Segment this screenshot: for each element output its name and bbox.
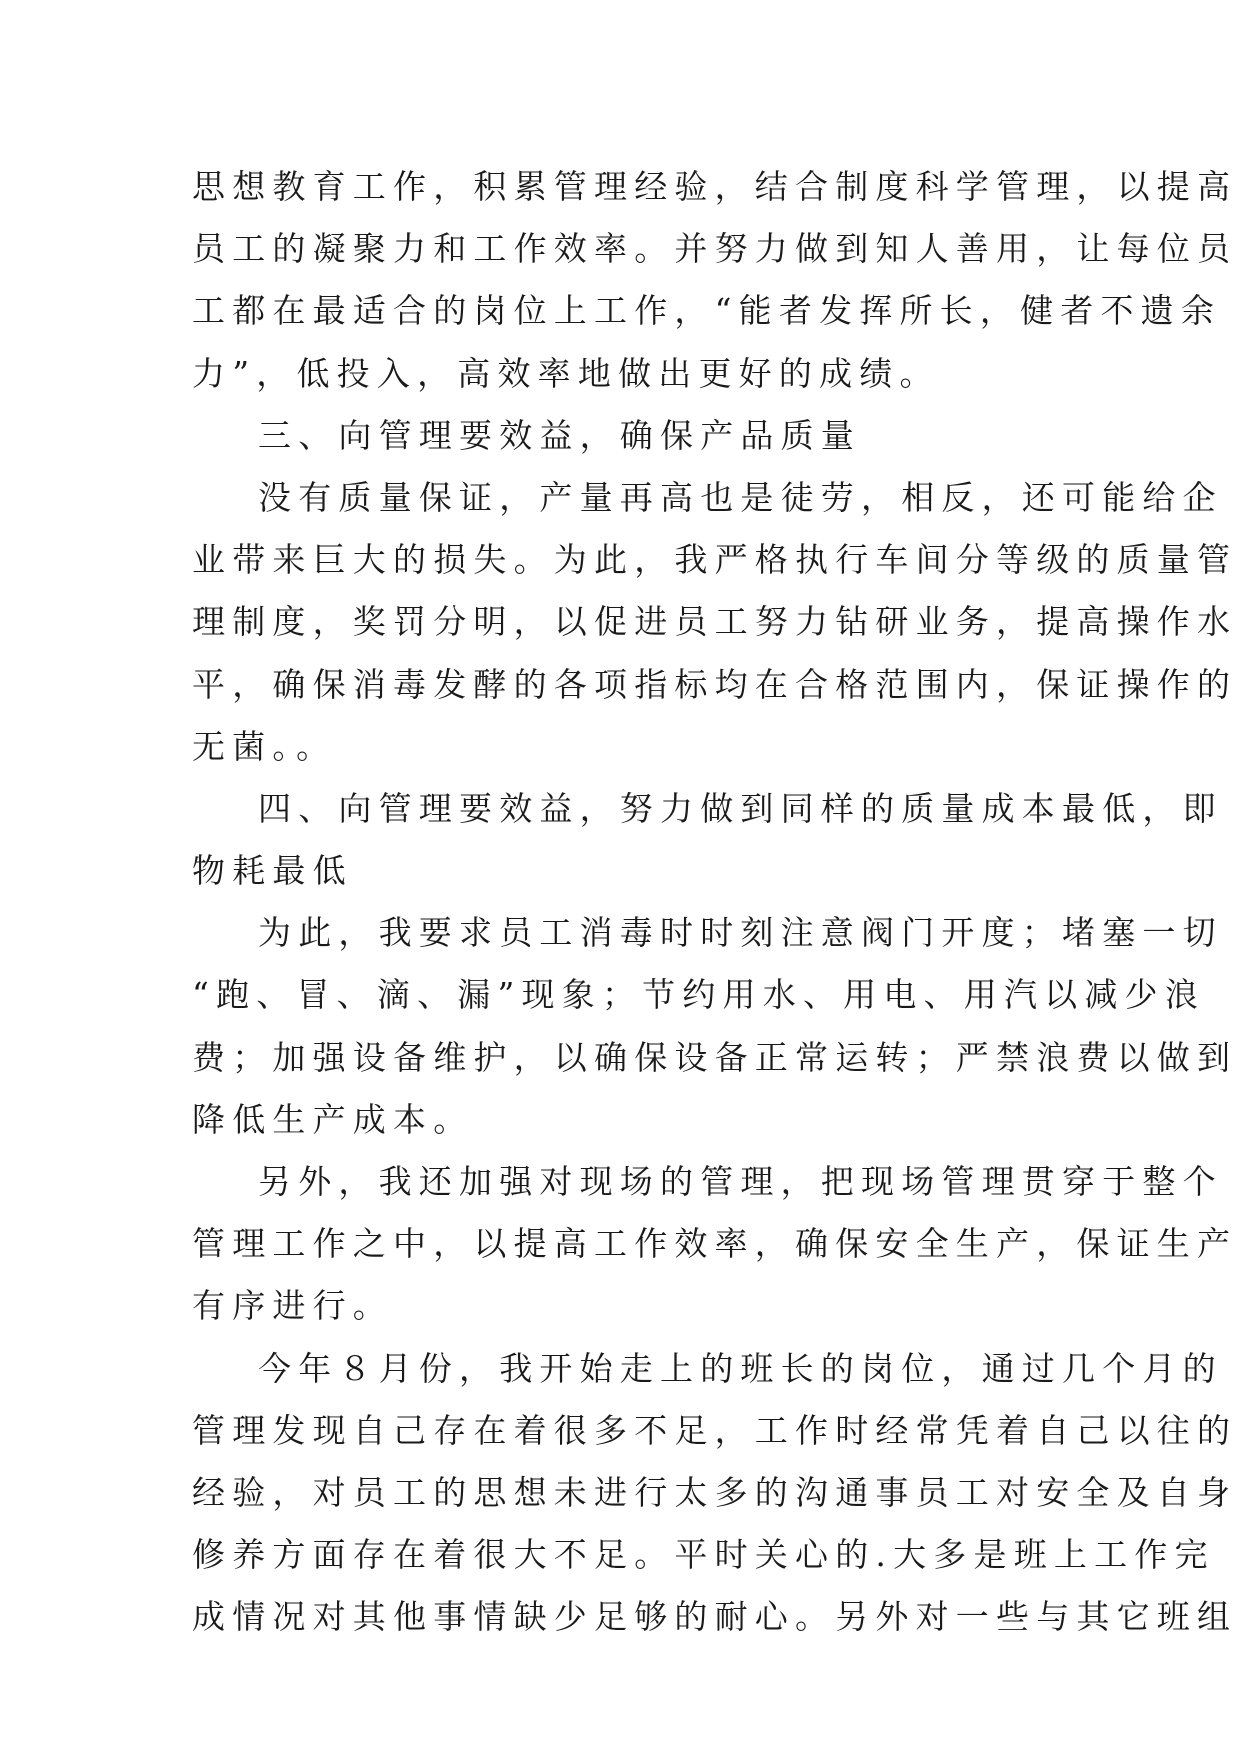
text-line: 费；加强设备维护，以确保设备正常运转；严禁浪费以做到 <box>192 1037 1238 1077</box>
text-line: 修养方面存在着很大不足。平时关心的.大多是班上工作完 <box>192 1535 1215 1575</box>
text-line: 没有质量保证，产量再高也是徒劳，相反，还可能给企 <box>258 477 1223 517</box>
text-line: 管理工作之中，以提高工作效率，确保安全生产，保证生产 <box>192 1224 1238 1264</box>
text-line: 另外，我还加强对现场的管理，把现场管理贯穿于整个 <box>258 1162 1223 1201</box>
text-line: 业带来巨大的损失。为此，我严格执行车间分等级的质量管 <box>192 540 1238 580</box>
text-line: 今年８月份，我开始走上的班长的岗位，通过几个月的 <box>258 1348 1223 1388</box>
text-line: 平，确保消毒发酵的各项指标均在合格范围内，保证操作的 <box>192 664 1238 704</box>
text-line: 为此，我要求员工消毒时时刻注意阀门开度；堵塞一切 <box>258 913 1223 953</box>
text-line: “跑、冒、滴、漏”现象；节约用水、用电、用汽以减少浪 <box>192 975 1205 1015</box>
text-line: 成情况对其他事情缺少足够的耐心。另外对一些与其它班组 <box>192 1597 1238 1637</box>
text-line: 四、向管理要效益，努力做到同样的质量成本最低，即 <box>258 788 1223 828</box>
text-line: 有序进行。 <box>192 1286 393 1326</box>
text-line: 无菌。。 <box>192 726 337 766</box>
text-line: 工都在最适合的岗位上工作，“能者发挥所长，健者不遗余 <box>192 291 1222 331</box>
text-line: 管理发现自己存在着很多不足，工作时经常凭着自己以往的 <box>192 1410 1238 1450</box>
text-line: 思想教育工作，积累管理经验，结合制度科学管理，以提高 <box>192 167 1238 206</box>
document-body <box>192 156 1238 1649</box>
text-line: 力”，低投入，高效率地做出更好的成绩。 <box>192 353 940 393</box>
text-line: 三、向管理要效益，确保产品质量 <box>258 415 861 455</box>
text-line: 理制度，奖罚分明，以促进员工努力钻研业务，提高操作水 <box>192 602 1238 642</box>
text-line: 经验，对员工的思想未进行太多的沟通事员工对安全及自身 <box>192 1472 1238 1512</box>
text-line: 物耗最低 <box>192 851 353 891</box>
text-line: 降低生产成本。 <box>192 1099 474 1139</box>
text-line: 员工的凝聚力和工作效率。并努力做到知人善用，让每位员 <box>192 229 1238 269</box>
